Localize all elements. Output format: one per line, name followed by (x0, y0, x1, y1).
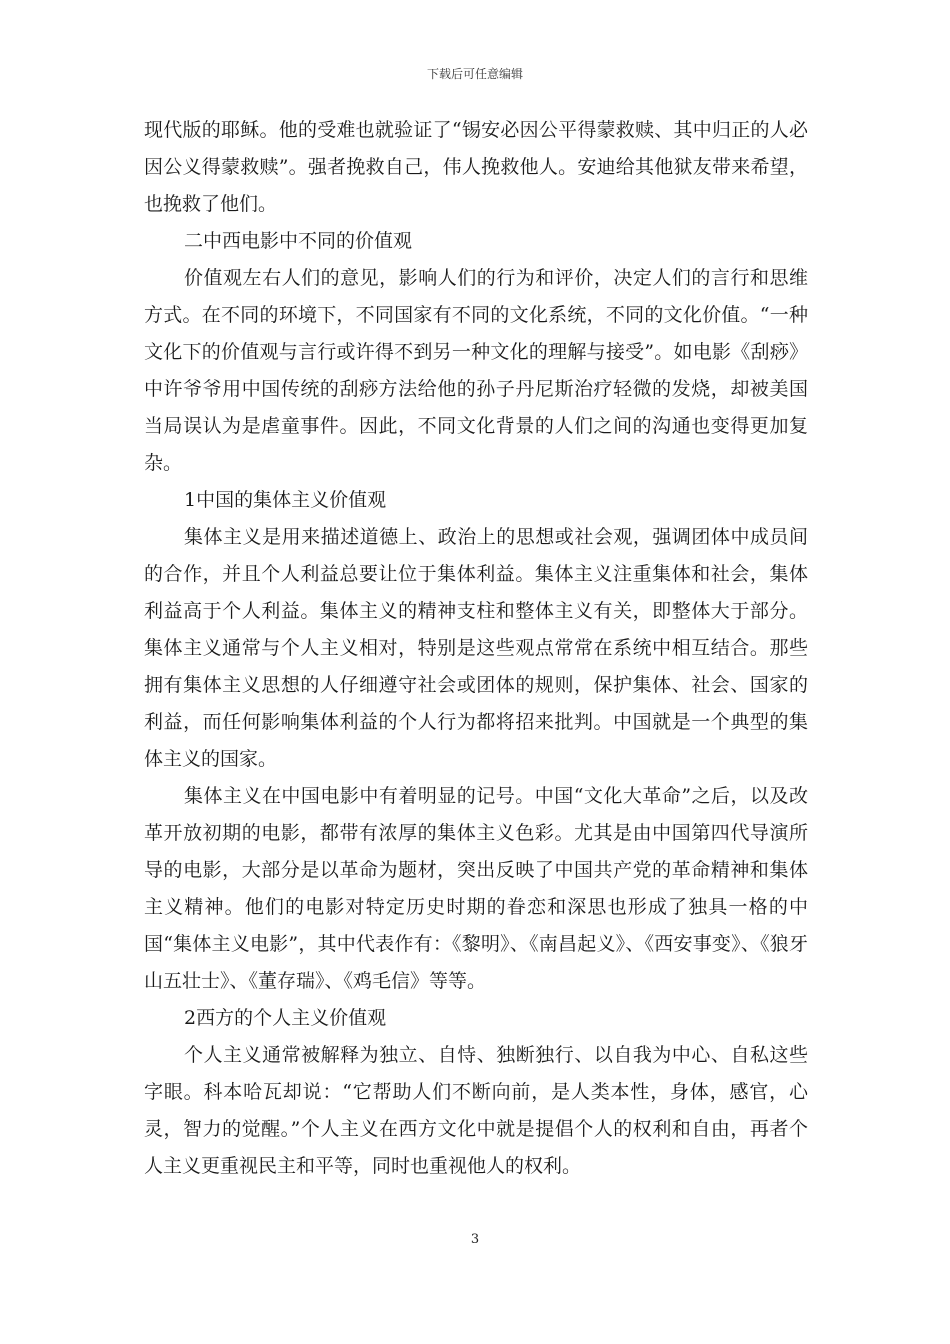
paragraph-collectivism-film: 集体主义在中国电影中有着明显的记号。中国“文化大革命”之后，以及改革开放初期的电影，都带有浓厚的集体主义色彩。尤其是由中国第四代导演所导的电影，大部分是以革命为题材，突出反映了中国共产党的革命精神和集体主义精神。他们的电影对特定历史时期的眷恋和深思也形成了独具一格的中国“集体主义电影”，其中代表作有：《黎明》、《南昌起义》、《西安事变》、《狼牙山五壮士》、《董存瑞》、《鸡毛信》等等。 (144, 785, 808, 992)
document-body (144, 112, 808, 1185)
subsection-heading-collectivism: 1中国的集体主义价值观 (184, 489, 387, 511)
paragraph-values-intro: 价值观左右人们的意见，影响人们的行为和评价，决定人们的言行和思维方式。在不同的环境下，不同国家有不同的文化系统，不同的文化价值。“一种文化下的价值观与言行或许得不到另一种文化的理解与接受”。如电影《刮痧》中许爷爷用中国传统的刮痧方法给他的孙子丹尼斯治疗轻微的发烧，却被美国当局误认为是虐童事件。因此，不同文化背景的人们之间的沟通也变得更加复杂。 (144, 267, 808, 474)
page-header: 下载后可任意编辑 (426, 67, 523, 81)
subsection-heading-individualism: 2西方的个人主义价值观 (184, 1007, 387, 1029)
paragraph-individualism-definition: 个人主义通常被解释为独立、自恃、独断独行、以自我为中心、自私这些字眼。科本哈瓦却说：“它帮助人们不断向前，是人类本性，身体，感官，心灵，智力的觉醒。”个人主义在西方文化中就是提倡个人的权利和自由，再者个人主义更重视民主和平等，同时也重视他人的权利。 (144, 1044, 808, 1177)
paragraph-collectivism-definition: 集体主义是用来描述道德上、政治上的思想或社会观，强调团体中成员间的合作，并且个人利益总要让位于集体利益。集体主义注重集体和社会，集体利益高于个人利益。集体主义的精神支柱和整体主义有关，即整体大于部分。集体主义通常与个人主义相对，特别是这些观点常常在系统中相互结合。那些拥有集体主义思想的人仔细遵守社会或团体的规则，保护集体、社会、国家的利益，而任何影响集体利益的个人行为都将招来批判。中国就是一个典型的集体主义的国家。 (144, 526, 808, 770)
section-heading-values: 二中西电影中不同的价值观 (184, 230, 413, 252)
page-number: 3 (470, 1232, 480, 1247)
paragraph-continuation: 现代版的耶稣。他的受难也就验证了“锡安必因公平得蒙救赎、其中归正的人必因公义得蒙救赎”。强者挽救自己，伟人挽救他人。安迪给其他狱友带来希望，也挽救了他们。 (144, 119, 808, 215)
